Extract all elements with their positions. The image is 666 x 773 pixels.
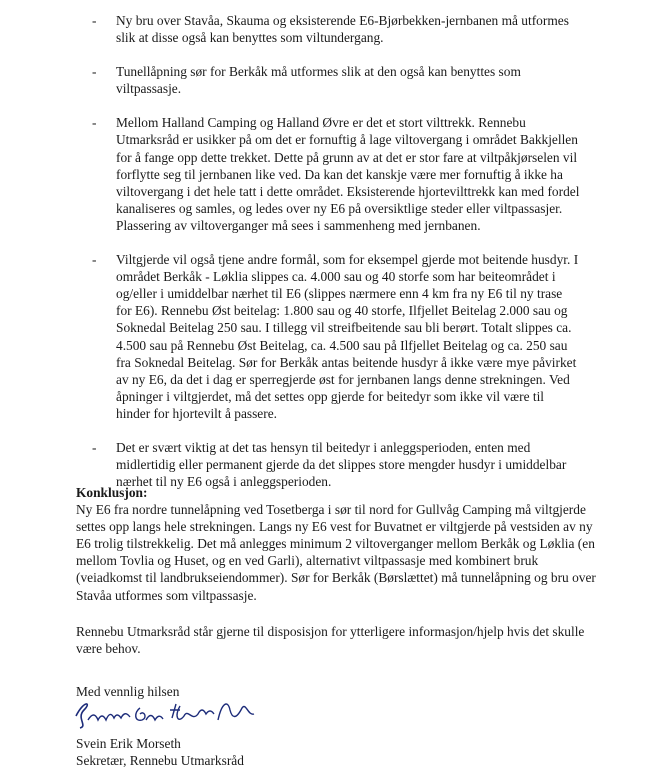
- bullet-item: [0, 114, 666, 234]
- bullet-text: Ny bru over Stavåa, Skauma og eksisterende E6-Bjørbekken-jernbanen må utformes slik at disse også kan benyttes som viltundergang.: [116, 13, 569, 46]
- bullet-item: [0, 12, 666, 46]
- bullet-marker: -: [92, 439, 97, 455]
- bullet-marker: -: [92, 13, 97, 28]
- bullet-marker: -: [92, 115, 97, 131]
- conclusion-section: [76, 484, 596, 604]
- bullet-item: [0, 63, 666, 97]
- bullet-item: [0, 251, 666, 422]
- signer-title: Sekretær, Rennebu Utmarksråd: [76, 753, 244, 769]
- conclusion-text: Ny E6 fra nordre tunnelåpning ved Tosetberga i sør til nord for Gullvåg Camping må viltgjerde settes opp langs hele strekningen. Langs ny E6 vest for Buvatnet er viltgjerde på vestsiden av ny E6 trolig tilstrekkelig. Det må anlegges minimum 2 viltoverganger mellom Berkåk og Løklia (en mellom Tovlia og Huset, og en ved Garli), alternativt viltpassasje med kombinert bruk (veiadkomst til landbrukseiendommer). Sør for Berkåk (Børslættet) må tunnelåpning og bru over Stavåa utformes som viltpassasje.: [76, 502, 596, 603]
- bullet-list: [0, 12, 666, 507]
- bullet-text: Tunellåpning sør for Berkåk må utformes slik at den også kan benyttes som viltpassasje.: [116, 64, 521, 97]
- conclusion-heading: Konklusjon:: [76, 485, 148, 500]
- closing-paragraph: Rennebu Utmarksråd står gjerne til disposisjon for ytterligere informasjon/hjelp hvis det skulle være behov.: [76, 624, 585, 657]
- bullet-item: [0, 439, 666, 490]
- handwritten-signature: [70, 696, 260, 732]
- signer-block: [76, 735, 596, 769]
- bullet-text: Mellom Halland Camping og Halland Øvre er det et stort vilttrekk. Rennebu Utmarksråd er usikker på om det er fornuftig å lage viltovergang i området Bakkjellen for å fange opp dette trekket. Dette på grunn av at det er stor fare at viltpåkjørselen vil forflytte seg til jernbanen like ved. Da kan det kanskje være mer fornuftig å ikke ha viltovergang i det hele tatt i dette området. Eksisterende hjortevilttrekk kan med fordel kanaliseres og samles, og ledes over ny E6 på oversiktlige steder eller viltpassasjer. Plassering av viltoverganger må sees i sammenheng med jernbanen.: [116, 115, 580, 233]
- bullet-text: Viltgjerde vil også tjene andre formål, som for eksempel gjerde mot beitende husdyr. I området Berkåk - Løklia slippes ca. 4.000 sau og 40 storfe som har beiteområdet i og/eller i umiddelbar nærhet til E6 (slippes nærmere enn 4 km fra ny E6 til ny trase for E6). Rennebu Øst beitelag: 1.800 sau og 40 storfe, Ilfjellet Beitelag 2.000 sau og Soknedal Beitelag 250 sau. I tillegg vil streifbeitende sau bli berørt. Totalt slippes ca. 4.500 sau på Rennebu Øst Beitelag, ca. 4.500 sau på Ilfjellet Beitelag og ca. 250 sau fra Soknedal Beitelag. Sør for Berkåk antas beitende husdyr å ikke være mye påvirket av ny E6, da det i dag er sperregjerde øst for jernbanen langs denne strekningen. Ved åpninger i viltgjerdet, må det settes opp gjerde for beitedyr som ikke vil være til hinder for hjortevilt å passere.: [116, 252, 579, 421]
- bullet-marker: -: [92, 64, 97, 80]
- bullet-marker: -: [92, 252, 97, 268]
- signer-name: Svein Erik Morseth: [76, 736, 181, 751]
- bullet-text: Det er svært viktig at det tas hensyn til beitedyr i anleggsperioden, enten med midlertidig eller permanent gjerde da det slippes store mengder husdyr i umiddelbar nærhet til ny E6 også i anleggsperioden.: [116, 439, 567, 490]
- greeting: Med vennlig hilsen: [76, 684, 180, 699]
